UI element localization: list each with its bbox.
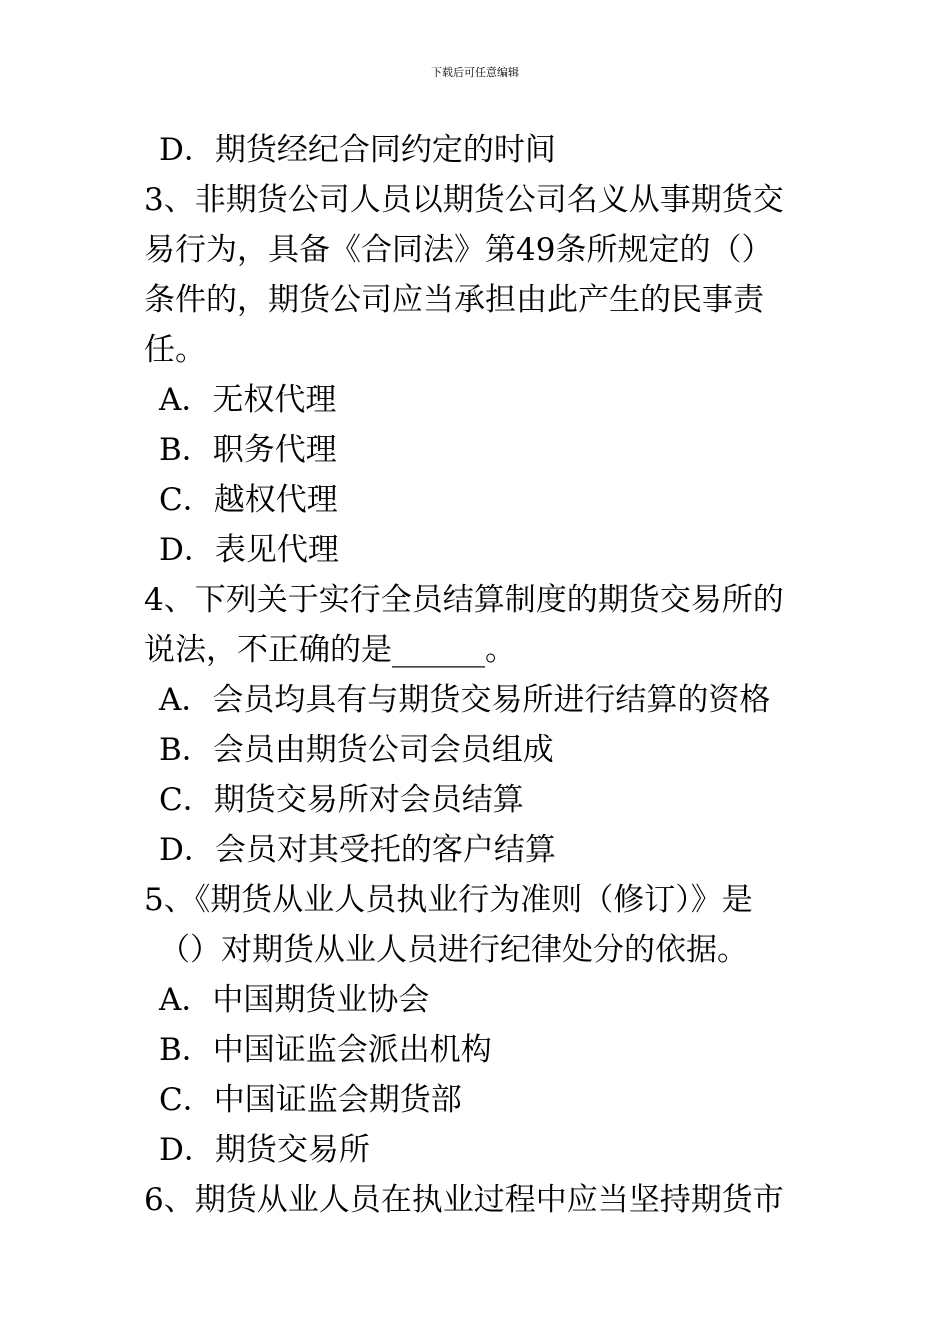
text-line: 说法，不正确的是______。	[144, 632, 516, 668]
text-line: D．期货交易所	[159, 1132, 370, 1168]
page-header-note: 下载后可任意编辑	[431, 66, 519, 79]
text-line: 任。	[144, 332, 206, 368]
text-line: D．期货经纪合同约定的时间	[159, 132, 556, 168]
document-body	[144, 125, 814, 1225]
text-line: A．中国期货业协会	[159, 982, 430, 1018]
text-line: D．表见代理	[159, 532, 339, 568]
text-line: （）对期货从业人员进行纪律处分的依据。	[159, 932, 748, 968]
text-line: A．无权代理	[159, 382, 337, 418]
text-line: A．会员均具有与期货交易所进行结算的资格	[159, 682, 771, 718]
text-line: 3、非期货公司人员以期货公司名义从事期货交	[144, 182, 784, 218]
text-line: 条件的，期货公司应当承担由此产生的民事责	[144, 282, 764, 318]
text-line: 5、《期货从业人员执业行为准则（修订）》是	[144, 882, 753, 918]
text-line: 6、期货从业人员在执业过程中应当坚持期货市	[144, 1182, 784, 1218]
text-line: 易行为，具备《合同法》第49条所规定的（）	[144, 232, 773, 268]
text-line: C．越权代理	[159, 482, 338, 518]
text-line: 4、下列关于实行全员结算制度的期货交易所的	[144, 582, 784, 618]
text-line: B．中国证监会派出机构	[159, 1032, 492, 1068]
text-line: C．中国证监会期货部	[159, 1082, 462, 1118]
text-line: C．期货交易所对会员结算	[159, 782, 524, 818]
text-line: B．会员由期货公司会员组成	[159, 732, 554, 768]
text-line: D．会员对其受托的客户结算	[159, 832, 556, 868]
text-line: B．职务代理	[159, 432, 337, 468]
